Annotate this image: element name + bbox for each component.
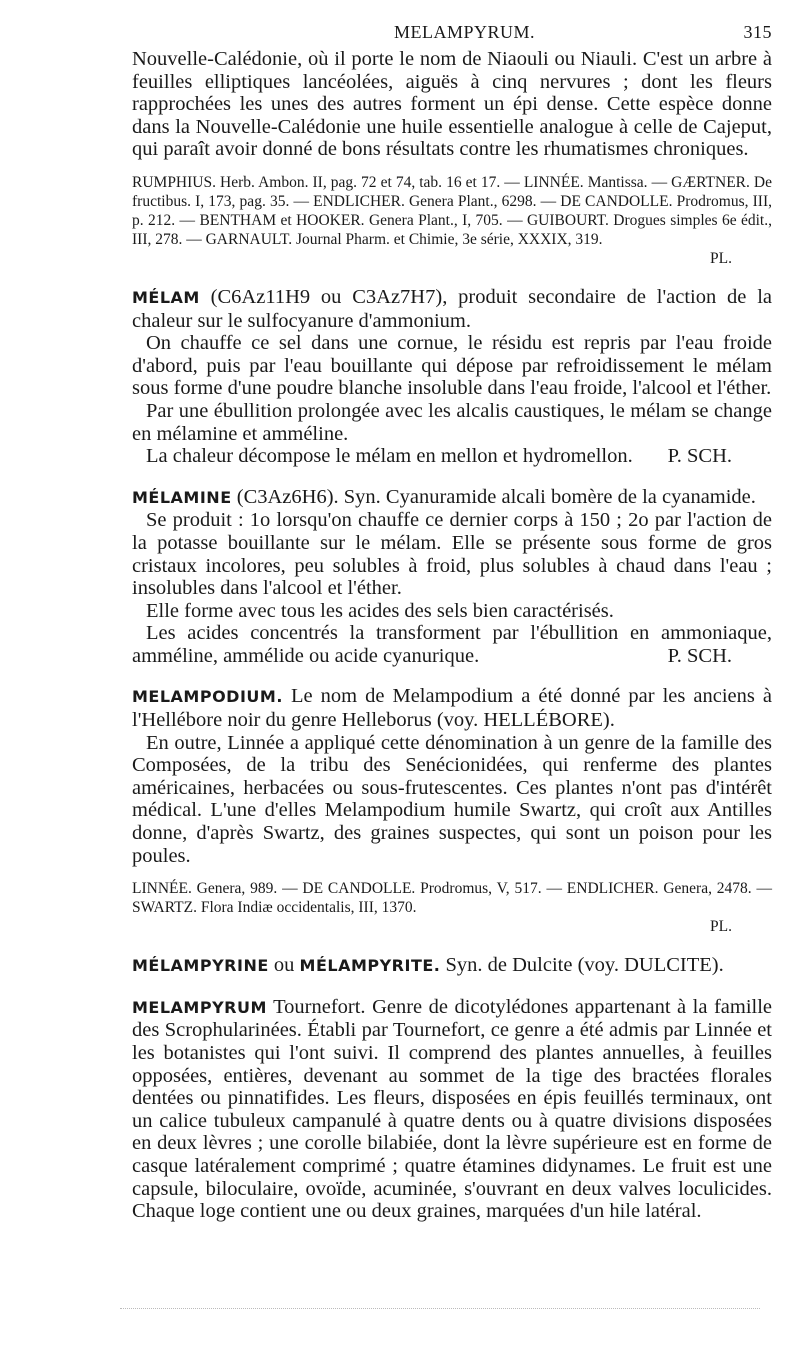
entry-melampodium	[132, 685, 772, 936]
melam-headword: MÉLAM	[132, 287, 200, 307]
melampodium-headword: MELAMPODIUM.	[132, 687, 283, 707]
niaouli-paragraph: Nouvelle-Calédonie, où il porte le nom de Niaouli ou Niauli. C'est un arbre à feuilles elliptiques lancéolées, aiguës à cinq nervures ; dont les fleurs rapprochées les unes des autres forment un épi dense. Cette espèce donne dans la Nouvelle-Calédonie une huile essentielle analogue à celle de Cajeput, qui paraît avoir donné de bons résultats contre les rhumatismes chroniques.	[132, 48, 772, 161]
melamine-paragraph-2: Se produit : 1o lorsqu'on chauffe ce dernier corps à 150 ; 2o par l'action de la potasse bouillante sur le mélam. Elle se présente sous forme de gros cristaux incolores, peu solubles à froid, plus solubles à chaud dans l'eau ; insolubles dans l'alcool et l'éther.	[132, 509, 772, 600]
melamine-intro	[132, 486, 772, 510]
footer-dotted-rule	[120, 1308, 760, 1309]
melampodium-signature: PL.	[710, 918, 732, 936]
melam-signature: P. SCH.	[667, 445, 732, 468]
entry-melampyrum	[132, 996, 772, 1223]
melam-intro-text: (C6Az11H9 ou C3Az7H7), produit secondaire de l'action de la chaleur sur le sulfocyanure d'ammonium.	[132, 285, 772, 332]
niaouli-references	[132, 173, 772, 268]
page-number: 315	[743, 22, 772, 42]
melampodium-refs-text: LINNÉE. Genera, 989. — DE CANDOLLE. Prodromus, V, 517. — ENDLICHER. Genera, 2478. — SWARTZ. Flora Indiæ occidentalis, III, 1370.	[132, 880, 772, 917]
melam-paragraph-2: On chauffe ce sel dans une cornue, le résidu est repris par l'eau froide d'abord, puis par l'eau bouillante qui dépose par refroidissement le mélam sous forme d'une poudre blanche insoluble dans l'eau froide, l'alcool et l'éther.	[132, 332, 772, 400]
melamine-paragraph-4-text: Les acides concentrés la transforment par l'ébullition en ammoniaque, amméline, ammélide ou acide cyanurique.	[132, 622, 772, 667]
entry-niaouli-continuation	[132, 48, 772, 268]
melamine-paragraph-3: Elle forme avec tous les acides des sels bien caractérisés.	[146, 599, 614, 622]
melam-paragraph-4	[132, 445, 772, 468]
melampyrine-text: Syn. de Dulcite (voy. DULCITE).	[445, 954, 724, 977]
melam-paragraph-4-text: La chaleur décompose le mélam en mellon et hydromellon.	[146, 445, 633, 468]
running-head	[132, 22, 772, 48]
melampodium-intro-text: Le nom de Melampodium a été donné par les anciens à l'Hellébore noir du genre Helleborus (voy. HELLÉBORE).	[132, 685, 773, 732]
melamine-paragraph-4	[132, 622, 772, 667]
melampyrum-text: Tournefort. Genre de dicotylédones appartenant à la famille des Scrophularinées. Établi par Tournefort, ce genre a été admis par Linnée et les botanistes qui l'ont suivi. Il comprend des plantes annuelles, à feuilles opposées, entières, devenant au sommet de la tige des bractées florales dentées ou pinnatifides. Les fleurs, disposées en épis feuillés terminaux, ont un calice tubuleux campanulé à quatre dents ou à quatre divisions disposées en deux lèvres ; une corolle bilabiée, dont la lèvre supérieure est en forme de casque latéralement comprimé ; quatre étamines didynames. Le fruit est une capsule, biloculaire, ovoïde, acuminée, s'ouvrant en deux valves loculicides. Chaque loge contient une ou deux graines, marquées d'un hile latéral.	[132, 995, 773, 1223]
entry-melamine	[132, 486, 772, 668]
melampyrine-ou: ou	[273, 954, 295, 977]
melamine-headword: MÉLAMINE	[132, 487, 232, 507]
entry-melampyrine	[132, 954, 772, 978]
melam-intro	[132, 286, 772, 332]
melampyrum-paragraph	[132, 996, 772, 1223]
melampyrite-headword: MÉLAMPYRITE.	[299, 956, 441, 976]
melampodium-paragraph-2: En outre, Linnée a appliqué cette dénomination à un genre de la famille des Composées, de la tribu des Senécionidées, qui renferme des plantes américaines, herbacées ou sous-frutescentes. Ces plantes n'ont pas d'intérêt médical. L'une d'elles Melampodium humile Swartz, qui croît aux Antilles donne, d'après Swartz, des graines suspectes, qui sont un poison pour les poules.	[132, 731, 772, 867]
running-title: MELAMPYRUM.	[394, 22, 536, 42]
melampodium-references	[132, 879, 772, 936]
niaouli-signature: PL.	[710, 249, 732, 267]
melampyrine-paragraph	[132, 954, 772, 978]
entry-melam	[132, 286, 772, 468]
niaouli-refs-text: RUMPHIUS. Herb. Ambon. II, pag. 72 et 74, tab. 16 et 17. — LINNÉE. Mantissa. — GÆRTNER. De fructibus. I, 173, pag. 35. — ENDLICHER. Genera Plant., 6298. — DE CANDOLLE. Prodromus, III, p. 212. — BENTHAM et HOOKER. Genera Plant., I, 705. — GUIBOURT. Drogues simples 6e édit., III, 278. — GARNAULT. Journal Pharm. et Chimie, 3e série, XXXIX, 319.	[132, 173, 772, 248]
melampodium-intro	[132, 685, 772, 731]
melampyrine-headword: MÉLAMPYRINE	[132, 956, 269, 976]
melampyrum-headword: MELAMPYRUM	[132, 997, 267, 1017]
melamine-signature: P. SCH.	[667, 644, 732, 667]
melamine-intro-text: (C3Az6H6). Syn. Cyanuramide alcali bomère de la cyanamide.	[236, 485, 756, 508]
melam-paragraph-3: Par une ébullition prolongée avec les alcalis caustiques, le mélam se change en mélamine et amméline.	[132, 399, 772, 445]
